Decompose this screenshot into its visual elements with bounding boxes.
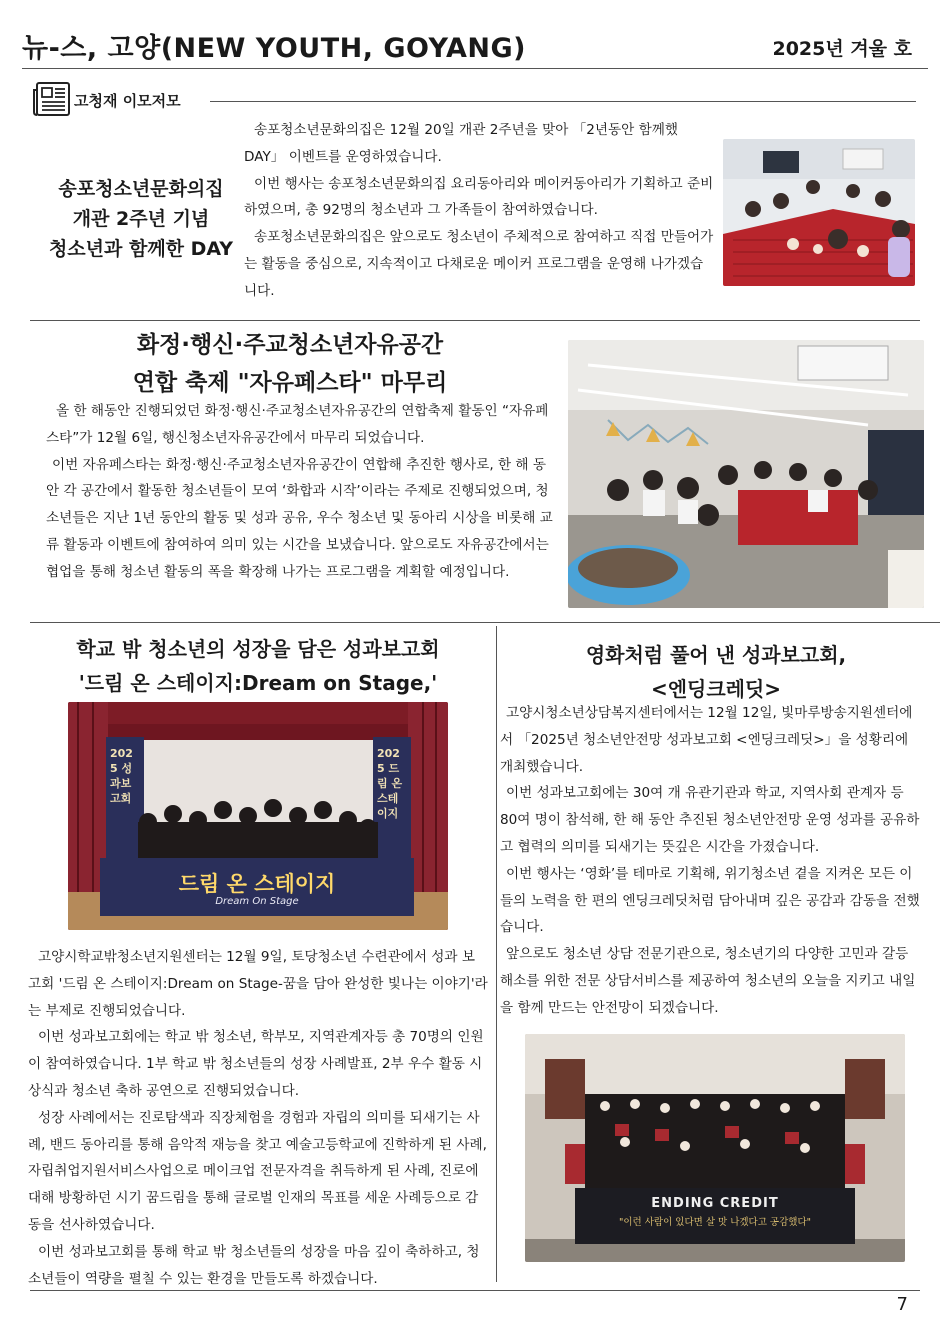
section-rule bbox=[210, 101, 916, 102]
paragraph: 이번 성과보고회에는 학교 밖 청소년, 학부모, 지역관계자등 총 70명의 인원이 참여하였습니다. 1부 학교 밖 청소년들의 성장 사례발표, 2부 우수 활동 시상식과 청소년 축하 공연으로 진행되었습니다. bbox=[28, 1029, 484, 1099]
headline-line: 개관 2주년 기념 bbox=[72, 208, 210, 230]
banner-side-left: 2025 성과보고회 bbox=[110, 747, 133, 805]
article-4-headline bbox=[504, 638, 928, 706]
newspaper-icon bbox=[32, 80, 72, 118]
article-2-photo bbox=[568, 340, 924, 608]
paragraph: 고양시학교밖청소년지원센터는 12월 9일, 토당청소년 수련관에서 성과 보고회 '드림 온 스테이지:Dream on Stage-꿈을 담아 완성한 빛나는 이야기'라는 부제로 진행되었습니다. bbox=[28, 949, 488, 1019]
article-divider bbox=[30, 320, 920, 321]
paragraph: 앞으로도 청소년 상담 전문기관으로, 청소년기의 다양한 고민과 갈등 해소를 위한 전문 상담서비스를 제공하여 청소년의 오늘을 지키고 내일을 함께 만드는 안전망이 되겠습니다. bbox=[500, 946, 916, 1016]
masthead-rule bbox=[22, 68, 928, 69]
article-1-photo bbox=[723, 139, 915, 286]
banner-title: ENDING CREDIT bbox=[651, 1196, 779, 1211]
masthead-title: 뉴-스, 고양(NEW YOUTH, GOYANG) bbox=[22, 33, 527, 64]
paragraph: 이번 성과보고회에는 30여 개 유관기관과 학교, 지역사회 관계자 등 80여 명이 참석해, 한 해 동안 추진된 청소년안전망 운영 성과를 공유하고 협력의 의미를 되새기는 뜻깊은 시간을 가졌습니다. bbox=[500, 785, 920, 855]
article-3-photo bbox=[68, 702, 448, 930]
banner-title: 드림 온 스테이지 bbox=[178, 872, 336, 896]
paragraph: 이번 성과보고회를 통해 학교 밖 청소년들의 성장을 마음 깊이 축하하고, 청소년들이 역량을 펼칠 수 있는 환경을 만들도록 하겠습니다. bbox=[28, 1243, 480, 1287]
footer-rule bbox=[30, 1290, 920, 1291]
article-1-headline bbox=[30, 174, 252, 264]
paragraph: 이번 행사는 ‘영화’를 테마로 기획해, 위기청소년 곁을 지켜온 모든 이들의 노력을 한 편의 엔딩크레딧처럼 담아내며 깊은 공감과 감동을 전했습니다. bbox=[500, 865, 920, 936]
section-label: 고청재 이모저모 bbox=[74, 92, 181, 110]
banner-subtitle: "이런 사람이 있다면 살 맛 나겠다고 공감했다" bbox=[618, 1217, 812, 1228]
paragraph: 이번 자유페스타는 화정·행신·주교청소년자유공간이 연합해 추진한 행사로, 한 해 동안 각 공간에서 활동한 청소년들이 모여 ‘화합과 시작’이라는 주제로 진행되었으며, 청소년들은 지난 1년 동안의 활동 및 성과 공유, 우수 청소년 및 동아리 시상을 비롯해 교류 활동과 이벤트에 참여하여 의미 있는 시간을 보냈습니다. 앞으로도 자유공간에서는 협업을 통해 청소년 활동의 폭을 확장해 나가는 프로그램을 계획할 예정입니다. bbox=[46, 456, 553, 580]
column-divider bbox=[496, 626, 497, 1282]
headline-line: '드림 온 스테이지:Dream on Stage,' bbox=[78, 671, 438, 695]
page-number: 7 bbox=[896, 1294, 908, 1315]
article-divider bbox=[30, 622, 940, 623]
article-4-photo bbox=[525, 1034, 905, 1262]
article-2-headline bbox=[40, 326, 540, 402]
paragraph: 고양시청소년상담복지센터에서는 12월 12일, 빛마루방송지원센터에서 「2025년 청소년안전망 성과보고회 <엔딩크레딧>」을 성황리에 개최했습니다. bbox=[500, 705, 913, 775]
paragraph: 송포청소년문화의집은 12월 20일 개관 2주년을 맞아 「2년동안 함께했DAY」 이벤트를 운영하였습니다. bbox=[244, 122, 679, 165]
article-4-body bbox=[500, 700, 922, 1022]
headline-line: <엔딩크레딧> bbox=[650, 677, 782, 701]
headline-line: 영화처럼 풀어 낸 성과보고회, bbox=[585, 643, 847, 667]
paragraph: 이번 행사는 송포청소년문화의집 요리동아리와 메이커동아리가 기획하고 준비하였으며, 총 92명의 청소년과 그 가족들이 참여하였습니다. bbox=[244, 175, 714, 219]
headline-line: 연합 축제 "자유페스타" 마무리 bbox=[132, 370, 448, 396]
banner-subtitle: Dream On Stage bbox=[215, 896, 299, 907]
article-3-headline bbox=[28, 632, 488, 700]
paragraph: 송포청소년문화의집은 앞으로도 청소년이 주체적으로 참여하고 직접 만들어가는 활동을 중심으로, 지속적이고 다채로운 메이커 프로그램을 운영해 나가겠습니다. bbox=[244, 229, 714, 299]
headline-line: 청소년과 함께한 DAY bbox=[48, 238, 234, 260]
headline-line: 학교 밖 청소년의 성장을 담은 성과보고회 bbox=[76, 637, 440, 661]
article-1-body bbox=[244, 117, 714, 305]
article-2-body bbox=[46, 398, 556, 586]
headline-line: 송포청소년문화의집 bbox=[58, 178, 224, 200]
paragraph: 올 한 해동안 진행되었던 화정·행신·주교청소년자유공간의 연합축제 활동인 “자유페스타”가 12월 6일, 행신청소년자유공간에서 마무리 되었습니다. bbox=[46, 403, 549, 446]
paragraph: 성장 사례에서는 진로탐색과 직장체험을 경험과 자립의 의미를 되새기는 사례, 밴드 동아리를 통해 음악적 재능을 찾고 예술고등학교에 진학하게 된 사례, 자립취업지원서비스사업으로 메이크업 전문자격을 취득하게 된 사례, 진로에 대해 방황하던 시기 꿈드림을 통해 글로벌 인재의 목표를 세운 사례등으로 감동을 선사하였습니다. bbox=[28, 1109, 487, 1233]
headline-line: 화정·행신·주교청소년자유공간 bbox=[136, 332, 444, 358]
banner-side-right: 2025 드림 온 스테이지 bbox=[377, 747, 403, 820]
article-3-body bbox=[28, 944, 488, 1292]
issue-label: 2025년 겨울 호 bbox=[772, 38, 912, 60]
